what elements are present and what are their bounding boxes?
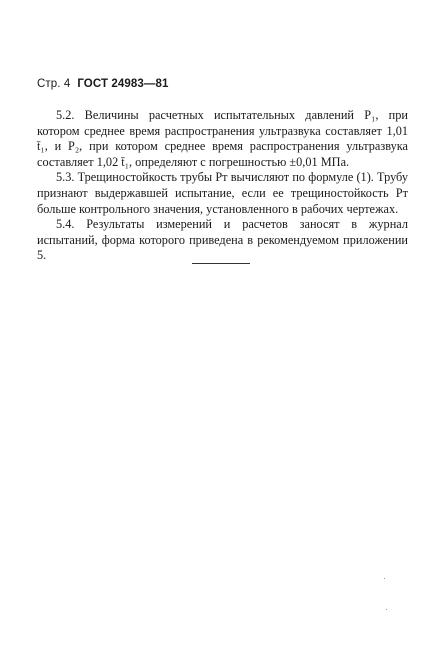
scan-speck [386,609,387,610]
paragraph-5-4: 5.4. Результаты измерений и расчетов заносят в журнал испытаний, форма которого приведена в рекомендуемом приложении 5. [37,217,408,263]
paragraph-5-3: 5.3. Трещиностойкость трубы Pт вычисляют по формуле (1). Трубу признают выдержавшей испытание, если ее трещиностойкость Pт больше контрольного значения, установленного в рабочих чертежах. [37,170,408,216]
standard-designation: ГОСТ 24983—81 [77,78,169,90]
page-header [37,78,168,90]
scan-speck [384,578,385,579]
section-end-rule [192,263,250,264]
document-body [37,108,408,264]
paragraph-5-2: 5.2. Величины расчетных испытательных давлений P₁, при котором среднее время распространения ультразвука составляет 1,01 t̄₁, и P₂, при котором среднее время распространения ультразвука составляет 1,02 t̄₁, определяют с погрешностью ±0,01 МПа. [37,108,408,169]
page-number: Стр. 4 [37,78,71,90]
